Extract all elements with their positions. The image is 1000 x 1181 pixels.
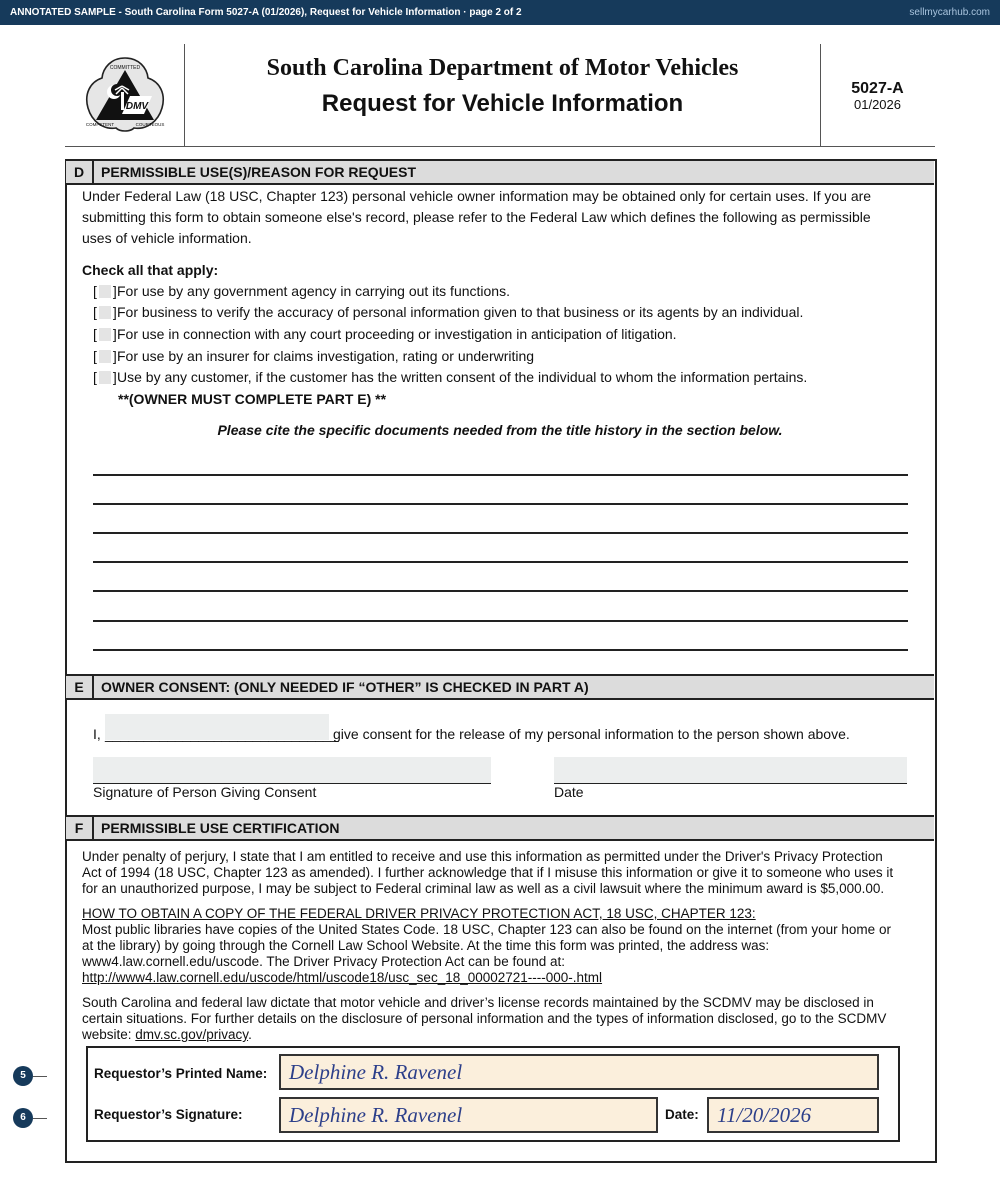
- section-e-header: [66, 674, 934, 700]
- header-rule: [65, 146, 935, 147]
- option-insurer: For use by an insurer for claims investigation, rating or underwriting: [117, 348, 535, 364]
- checkbox-business[interactable]: [ ]: [93, 304, 117, 320]
- consent-signature-label: Signature of Person Giving Consent: [93, 784, 317, 800]
- consent-statement: give consent for the release of my personal information to the person shown above.: [333, 726, 850, 742]
- section-d-intro-3: uses of vehicle information.: [82, 230, 252, 246]
- annotation-marker-5-leader: [33, 1076, 47, 1077]
- perjury-line-1: Under penalty of perjury, I state that I am entitled to receive and use this information as permitted under the Driver's Privacy Protection: [82, 849, 883, 864]
- cite-line[interactable]: [93, 532, 908, 534]
- banner-title: ANNOTATED SAMPLE - South Carolina Form 5027-A (01/2026), Request for Vehicle Information · page 2 of 2: [10, 7, 522, 18]
- option-customer: Use by any customer, if the customer has the written consent of the individual to whom the information pertains.: [117, 369, 808, 385]
- website-suffix: .: [248, 1027, 252, 1042]
- scdmv-logo: [84, 56, 166, 134]
- cite-line[interactable]: [93, 503, 908, 505]
- perjury-line-2: Act of 1994 (18 USC, Chapter 123 as amended). I further acknowledge that if I misuse this information or give it to someone who uses it: [82, 865, 894, 880]
- checkbox-court[interactable]: [ ]: [93, 326, 117, 342]
- section-d-title: PERMISSIBLE USE(S)/REASON FOR REQUEST: [101, 164, 417, 180]
- section-d-letter: D: [66, 161, 94, 183]
- requestor-date-field[interactable]: 11/20/2026: [707, 1097, 879, 1133]
- requestor-signature-label: Requestor’s Signature:: [94, 1107, 243, 1122]
- agency-name: South Carolina Department of Motor Vehicles: [266, 55, 739, 81]
- howto-heading: HOW TO OBTAIN A COPY OF THE FEDERAL DRIVER PRIVACY PROTECTION ACT, 18 USC, CHAPTER 123:: [82, 906, 756, 921]
- section-e-letter: E: [66, 676, 94, 698]
- cornell-link-row: [82, 970, 602, 986]
- option-business: For business to verify the accuracy of personal information given to that business or its agents by an individual.: [117, 304, 804, 320]
- section-d-intro-2: submitting this form to obtain someone else's record, please refer to the Federal Law which defines the following as permissible: [82, 209, 871, 225]
- howto-line-3: www4.law.cornell.edu/uscode. The Driver Privacy Protection Act can be found at:: [82, 954, 565, 969]
- website-prefix: website:: [82, 1027, 136, 1042]
- option-court: For use in connection with any court proceeding or investigation in anticipation of litigation.: [117, 326, 677, 342]
- form-title: Request for Vehicle Information: [321, 90, 684, 117]
- logo-word-committed: COMMITTED: [109, 65, 141, 71]
- sc-law-line-1: South Carolina and federal law dictate that motor vehicle and driver’s license records maintained by the SCDMV may be disclosed in: [82, 995, 874, 1010]
- perjury-line-3: for an unauthorized purpose, I may be subject to Federal criminal law as well as a civil lawsuit where the minimum award is $5,000.00.: [82, 881, 885, 896]
- annotation-marker-6-leader: [33, 1118, 47, 1119]
- checkbox-customer[interactable]: [ ]: [93, 369, 117, 385]
- requestor-name-field[interactable]: Delphine R. Ravenel: [279, 1054, 879, 1090]
- consent-blank-line: ______________________________: [105, 726, 339, 742]
- annotation-banner: [0, 0, 1000, 25]
- scdmv-privacy-link[interactable]: dmv.sc.gov/privacy: [135, 1027, 249, 1042]
- annotation-marker-6: 6: [13, 1108, 33, 1128]
- website-row: [82, 1027, 252, 1043]
- section-f-letter: F: [66, 817, 94, 839]
- cite-line[interactable]: [93, 649, 908, 651]
- banner-site: sellmycarhub.com: [909, 7, 990, 18]
- howto-line-2: at the library) by going through the Cornell Law School Website. At the time this form was printed, the address was:: [82, 938, 770, 953]
- cite-line[interactable]: [93, 590, 908, 592]
- consent-prefix: I,: [93, 726, 101, 742]
- consent-date-line: [554, 783, 907, 784]
- cite-line[interactable]: [93, 474, 908, 476]
- cornell-law-link[interactable]: http://www4.law.cornell.edu/uscode/html/uscode18/usc_sec_18_00002721----000-.html: [82, 970, 603, 985]
- cite-line[interactable]: [93, 561, 908, 563]
- consent-signature-field[interactable]: [93, 757, 491, 783]
- annotation-marker-5: 5: [13, 1066, 33, 1086]
- consent-date-label: Date: [554, 784, 584, 800]
- howto-line-1: Most public libraries have copies of the United States Code. 18 USC, Chapter 123 can also be found on the internet (from your home or: [82, 922, 891, 937]
- logo-word-courteous: COURTEOUS: [135, 122, 165, 127]
- sc-law-line-2: certain situations. For further details on the disclosure of personal information and the types of information disclosed, go to the SCDMV: [82, 1011, 887, 1026]
- owner-must-complete-note: **(OWNER MUST COMPLETE PART E) **: [118, 391, 387, 407]
- option-government: For use by any government agency in carrying out its functions.: [117, 283, 510, 299]
- cite-line[interactable]: [93, 620, 908, 622]
- checkbox-government[interactable]: [ ]: [93, 283, 117, 299]
- section-e-title: OWNER CONSENT: (ONLY NEEDED IF “OTHER” IS CHECKED IN PART A): [101, 679, 589, 695]
- requestor-signature-field[interactable]: Delphine R. Ravenel: [279, 1097, 658, 1133]
- form-date: 01/2026: [854, 97, 901, 112]
- logo-dmv-text: DMV: [125, 101, 149, 112]
- checkbox-insurer[interactable]: [ ]: [93, 348, 117, 364]
- cite-documents-note: Please cite the specific documents needed from the title history in the section below.: [217, 422, 783, 438]
- requestor-date-label: Date:: [665, 1107, 699, 1122]
- section-f-header: [66, 815, 934, 841]
- logo-word-competent: COMPETENT: [85, 122, 115, 127]
- requestor-name-label: Requestor’s Printed Name:: [94, 1066, 268, 1081]
- section-d-header: [66, 159, 934, 185]
- form-number: 5027-A: [851, 80, 904, 97]
- section-f-title: PERMISSIBLE USE CERTIFICATION: [101, 820, 340, 836]
- check-all-heading: Check all that apply:: [82, 262, 219, 278]
- consent-date-field[interactable]: [554, 757, 907, 783]
- section-d-intro-1: Under Federal Law (18 USC, Chapter 123) personal vehicle owner information may be obtained only for certain uses. If you are: [82, 188, 872, 204]
